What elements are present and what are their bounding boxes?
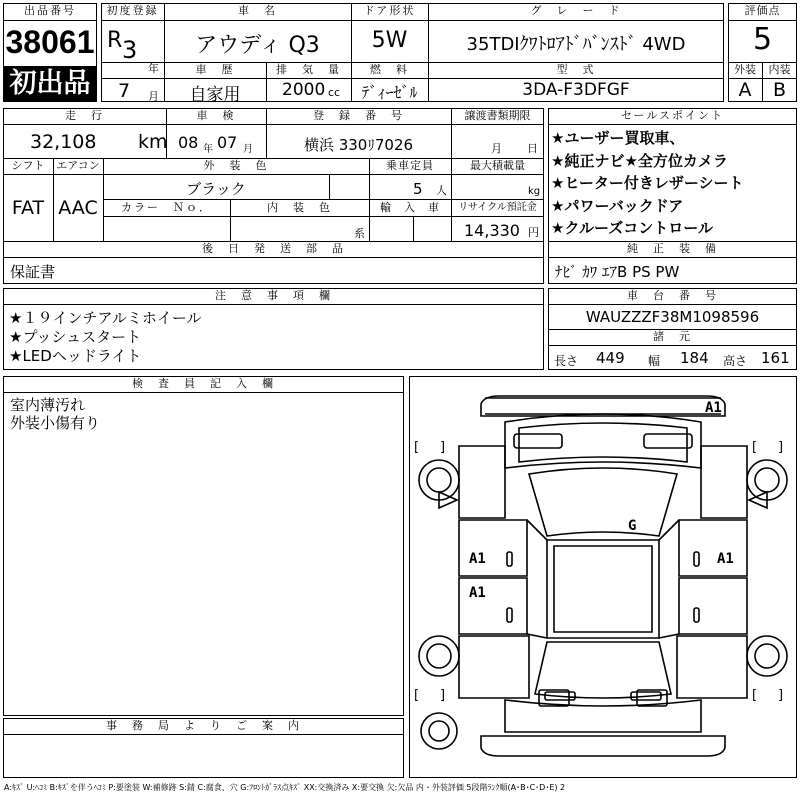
displacement-unit: cc [328,86,341,99]
interior-grade: B [772,79,787,101]
later-parts: 保証書 [10,263,56,281]
later-parts-label: 後 日 発 送 部 品 [202,242,345,255]
load-label: 最大積載量 [470,159,525,172]
length-label: 長さ [554,354,579,368]
height-label: 高さ [723,354,748,368]
exterior-label: 外装 [734,63,756,76]
office-label: 事 務 局 よ り ご 案 内 [106,719,301,732]
mileage-unit: km [138,131,168,153]
capacity: 5 [413,180,423,198]
capacity-unit: 人 [436,184,447,197]
note-item: ★LEDヘッドライト [9,347,142,365]
mileage: 32,108 [30,131,97,153]
legend: A:ｷｽﾞ U:ﾍｺﾐ B:ｷｽﾞを伴うﾍｺﾐ P:要塗装 W:補修跡 S:錆 C:腐食、穴 G:ﾌﾛﾝﾄｶﾞﾗｽ点ｷｽﾞ XX:交換済み X:要交換 欠:欠品 内・外装評価 5段階ﾗﾝｸ順(A･B･C･D･E) 2 [4,783,566,792]
bracket-marker: ] [778,688,784,703]
chassis-number: WAUZZZF38M1098596 [585,308,760,326]
reg-month: 7 [118,80,131,102]
exterior-color: ブラック [186,180,246,198]
reg-number: 横浜 330ﾘ7026 [303,136,414,154]
inspector-notes [10,396,400,432]
interior-label: 内装 [768,63,791,76]
notes-label: 注 意 事 項 欄 [215,289,332,302]
lot-label: 出品番号 [24,4,76,17]
ac-label: エアコン [56,159,100,172]
color-label: 外 装 色 [203,159,269,172]
displacement: 2000 [282,80,326,100]
ac: AAC [58,197,98,219]
score-label: 評価点 [744,4,781,17]
load-unit: kg [528,186,541,197]
sales-point: ★クルーズコントロール [551,219,713,237]
height: 161 [761,349,790,367]
bracket-marker: ] [440,440,446,455]
car-name: アウディ Q3 [195,33,320,58]
shift-label: シフト [11,159,45,172]
door-label: ドア形状 [363,4,416,17]
damage-mark: G [628,518,637,534]
model-code: 3DA-F3DFGF [522,80,630,100]
color-no-label: カラー Ｎｏ． [121,201,212,214]
sales-point: ★純正ナビ★全方位カメラ [551,151,728,170]
recycle-label: リサイクル預託金 [458,202,537,213]
insp-year-unit: 年 [203,144,213,155]
insp-year: 08 [178,133,199,152]
length: 449 [596,349,625,367]
bracket-marker: ] [440,688,446,703]
inspection-label: 車 検 [196,109,236,122]
sales-point: ★パワーバックドア [551,196,684,215]
transfer-label: 譲渡書類期限 [464,109,531,122]
grade: 35TDIｸﾜﾄﾛｱﾄﾞﾊﾞﾝｽﾄﾞ 4WD [466,34,686,55]
displacement-label: 排 気 量 [276,63,341,76]
recycle-unit: 円 [528,226,539,239]
note-item: ★プッシュスタート [9,328,142,346]
score: 5 [752,22,773,57]
model-label: 型 式 [556,63,596,76]
equip-label: 純 正 装 備 [627,242,718,255]
door-type: 5W [371,28,408,53]
reg-year: 3 [122,36,138,64]
shift: FAT [11,197,45,219]
mileage-label: 走 行 [65,109,104,122]
era: R [107,28,123,53]
lot-number: 38061 [5,24,95,60]
inspector-line: 外装小傷有り [10,414,101,432]
fuel: ﾃﾞｨｰｾﾞﾙ [361,83,418,102]
notes-list [9,309,539,366]
fuel-label: 燃 料 [370,63,409,76]
inspector-label: 検 査 員 記 入 欄 [132,377,275,390]
history-label: 車 歴 [195,63,235,76]
recycle-amount: 14,330 [464,221,520,240]
equipment: ﾅﾋﾞ ｶﾜ ｴｱB PS PW [555,263,680,281]
insp-month: 07 [217,133,238,152]
transfer-day-unit: 日 [527,142,538,155]
dims-label: 諸 元 [653,330,692,343]
damage-mark: A1 [469,551,486,567]
int-color-suffix: 系 [354,227,365,240]
damage-mark: A1 [717,551,734,567]
grade-label: グ レ ー ド [530,4,622,17]
car-diagram [409,376,797,778]
damage-mark: A1 [705,400,722,416]
year-unit: 年 [148,62,159,75]
sales-label: セールスポイント [620,109,724,122]
bracket-marker: [ [414,440,420,455]
exterior-grade: A [738,79,752,101]
bracket-marker: [ [752,440,758,455]
car-name-label: 車 名 [238,4,277,17]
reg-no-label: 登 録 番 号 [313,109,404,122]
history: 自家用 [189,85,241,105]
bracket-marker: ] [778,440,784,455]
width-label: 幅 [648,354,661,368]
bracket-marker: [ [752,688,758,703]
chassis-label: 車 台 番 号 [627,289,718,302]
inspector-line: 室内薄汚れ [10,396,86,414]
insp-month-unit: 月 [243,144,253,155]
bracket-marker: [ [414,688,420,703]
int-color-label: 内 装 色 [267,201,332,214]
sales-point: ★ユーザー買取車、 [551,129,685,147]
month-unit: 月 [148,90,159,103]
transfer-month-unit: 月 [491,142,502,155]
sales-points-list [551,127,795,240]
damage-mark: A1 [469,585,486,601]
width: 184 [680,349,709,367]
reg-label: 初度登録 [106,4,159,17]
first-listing-label: 初出品 [9,68,91,99]
import-label: 輸 入 車 [380,201,440,214]
sales-point: ★ヒーター付きレザーシート [551,174,744,192]
note-item: ★１９インチアルミホイール [9,309,202,327]
capacity-label: 乗車定員 [386,159,434,172]
